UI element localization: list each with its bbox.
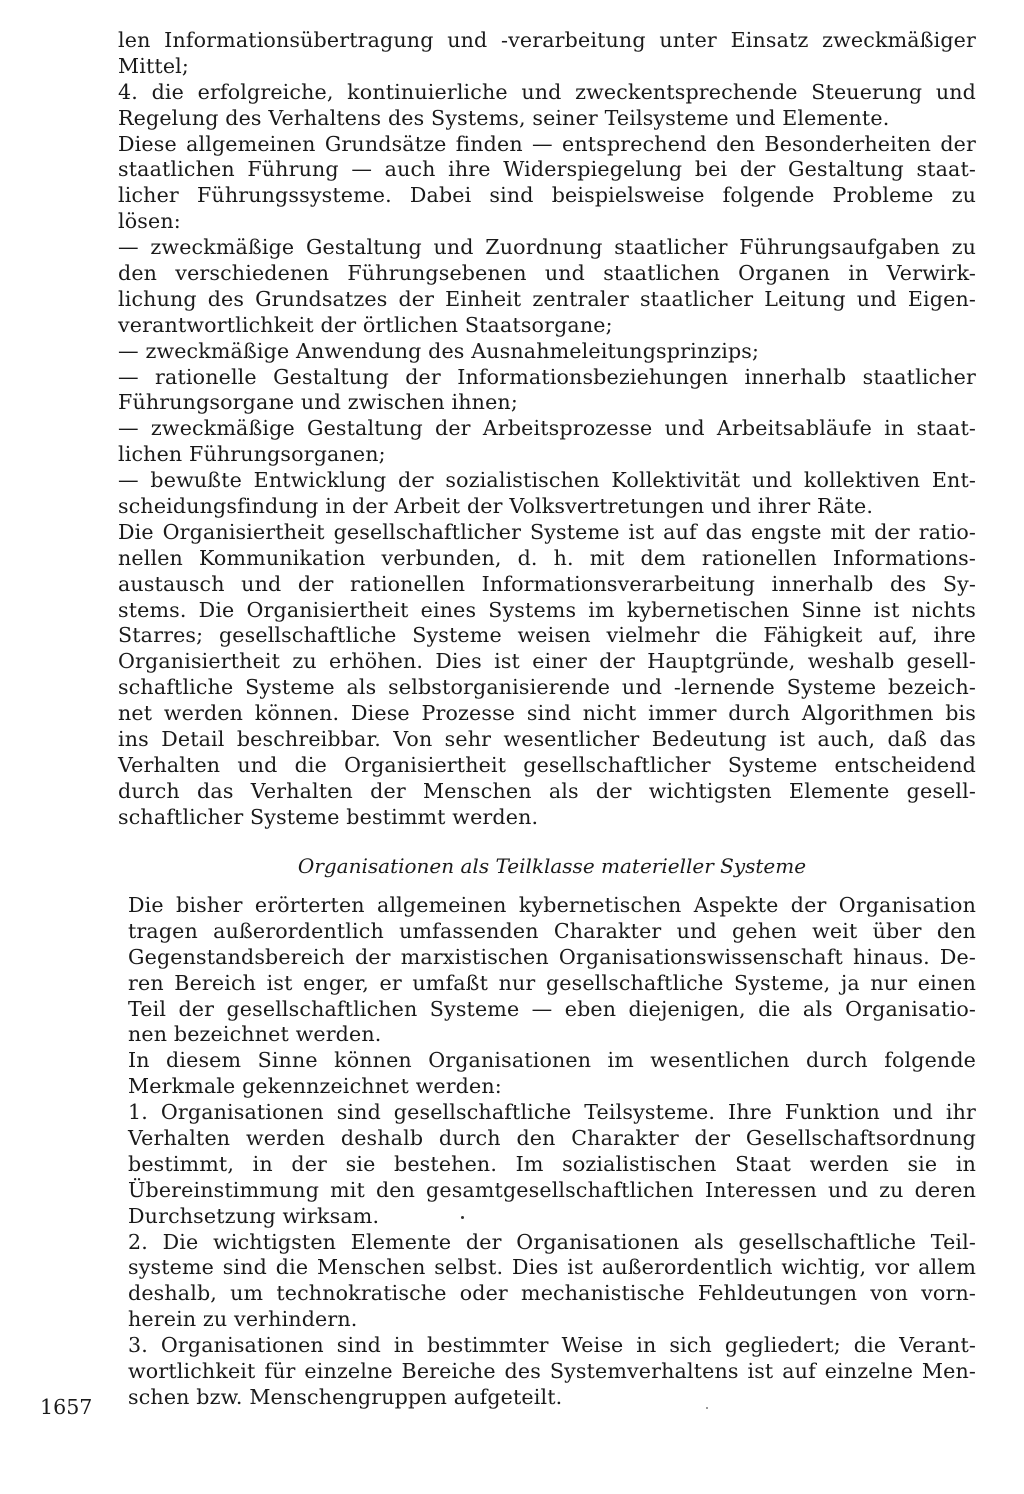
print-speck bbox=[461, 1216, 464, 1219]
text-line: Führungsorgane und zwischen ihnen; bbox=[118, 390, 518, 415]
text-line: austausch und der rationellen Informationsverarbeitung innerhalb des Sy- bbox=[118, 571, 976, 596]
text-line: tragen außerordentlich umfassenden Charakter und gehen weit über den bbox=[128, 918, 976, 943]
text-line: Durchsetzung wirksam. bbox=[128, 1203, 380, 1228]
text-line: nellen Kommunikation verbunden, d. h. mit dem rationellen Informations- bbox=[118, 545, 976, 570]
text-line: — bewußte Entwicklung der sozialistischen Kollektivität und kollektiven Ent- bbox=[118, 468, 976, 493]
text-line: schaftlicher Systeme bestimmt werden. bbox=[118, 804, 539, 829]
text-line: Übereinstimmung mit den gesamtgesellschaftlichen Interessen und zu deren bbox=[128, 1177, 976, 1202]
text-line: Mittel; bbox=[118, 53, 189, 78]
text-line: lichen Führungsorganen; bbox=[118, 442, 386, 467]
text-line: staatlichen Führung — auch ihre Widerspiegelung bei der Gestaltung staat- bbox=[118, 157, 976, 182]
text-line: Regelung des Verhaltens des Systems, seiner Teilsysteme und Elemente. bbox=[118, 105, 890, 130]
text-line: verantwortlichkeit der örtlichen Staatsorgane; bbox=[118, 312, 613, 337]
text-line: — zweckmäßige Gestaltung der Arbeitsprozesse und Arbeitsabläufe in staat- bbox=[118, 416, 976, 441]
text-line: licher Führungssysteme. Dabei sind beispielsweise folgende Probleme zu bbox=[118, 183, 976, 208]
body-text-top bbox=[118, 28, 976, 831]
text-line: scheidungsfindung in der Arbeit der Volksvertretungen und ihrer Räte. bbox=[118, 494, 874, 519]
text-line: Teil der gesellschaftlichen Systeme — eben diejenigen, die als Organisatio- bbox=[128, 996, 976, 1021]
text-line: den verschiedenen Führungsebenen und staatlichen Organen in Verwirk- bbox=[118, 261, 976, 286]
text-line: wortlichkeit für einzelne Bereiche des Systemverhaltens ist auf einzelne Men- bbox=[128, 1359, 976, 1384]
text-line: Starres; gesellschaftliche Systeme weisen vielmehr die Fähigkeit auf, ihre bbox=[118, 623, 976, 648]
text-line: len Informationsübertragung und -verarbeitung unter Einsatz zweckmäßiger bbox=[118, 28, 976, 52]
text-line: Gegenstandsbereich der marxistischen Organisationswissenschaft hinaus. De- bbox=[128, 944, 976, 969]
text-line: 1. Organisationen sind gesellschaftliche Teilsysteme. Ihre Funktion und ihr bbox=[128, 1100, 976, 1125]
text-line: Die bisher erörterten allgemeinen kybernetischen Aspekte der Organisation bbox=[128, 893, 976, 917]
text-line: 4. die erfolgreiche, kontinuierliche und zweckentsprechende Steuerung und bbox=[118, 79, 976, 104]
page-number: 1657 bbox=[40, 1395, 93, 1419]
text-line: deshalb, um technokratische oder mechanistische Fehldeutungen von vorn- bbox=[128, 1281, 976, 1306]
text-line: nen bezeichnet werden. bbox=[128, 1022, 382, 1047]
text-line: Merkmale gekennzeichnet werden: bbox=[128, 1074, 502, 1099]
text-line: durch das Verhalten der Menschen als der wichtigsten Elemente gesell- bbox=[118, 778, 976, 803]
body-text-bottom bbox=[128, 893, 976, 1411]
text-line: Verhalten werden deshalb durch den Charakter der Gesellschaftsordnung bbox=[128, 1126, 976, 1151]
section-heading: Organisationen als Teilklasse materieller Systeme bbox=[297, 854, 807, 878]
text-line: schen bzw. Menschengruppen aufgeteilt. bbox=[128, 1384, 563, 1409]
text-line: — zweckmäßige Gestaltung und Zuordnung staatlicher Führungsaufgaben zu bbox=[118, 235, 976, 260]
text-line: 3. Organisationen sind in bestimmter Weise in sich gegliedert; die Verant- bbox=[128, 1333, 976, 1358]
text-line: Verhalten und die Organisiertheit gesellschaftlicher Systeme entscheidend bbox=[118, 752, 976, 777]
text-line: lichung des Grundsatzes der Einheit zentraler staatlicher Leitung und Eigen- bbox=[118, 286, 976, 311]
text-line: stems. Die Organisiertheit eines Systems im kybernetischen Sinne ist nichts bbox=[118, 597, 976, 622]
text-line: — zweckmäßige Anwendung des Ausnahmeleitungsprinzips; bbox=[118, 338, 760, 363]
text-line: In diesem Sinne können Organisationen im wesentlichen durch folgende bbox=[128, 1048, 976, 1073]
text-line: Organisiertheit zu erhöhen. Dies ist einer der Hauptgründe, weshalb gesell- bbox=[118, 649, 976, 674]
text-line: 2. Die wichtigsten Elemente der Organisationen als gesellschaftliche Teil- bbox=[128, 1229, 976, 1254]
text-line: Die Organisiertheit gesellschaftlicher Systeme ist auf das engste mit der ratio- bbox=[118, 519, 976, 544]
text-line: net werden können. Diese Prozesse sind nicht immer durch Algorithmen bis bbox=[118, 701, 976, 726]
text-line: — rationelle Gestaltung der Informationsbeziehungen innerhalb staatlicher bbox=[118, 364, 976, 389]
text-line: bestimmt, in der sie bestehen. Im sozialistischen Staat werden sie in bbox=[128, 1151, 976, 1176]
text-line: herein zu verhindern. bbox=[128, 1307, 358, 1332]
text-line: lösen: bbox=[118, 209, 181, 234]
print-speck bbox=[706, 1407, 708, 1409]
text-line: schaftliche Systeme als selbstorganisierende und -lernende Systeme bezeich- bbox=[118, 675, 976, 700]
text-line: systeme sind die Menschen selbst. Dies ist außerordentlich wichtig, vor allem bbox=[128, 1255, 976, 1280]
text-line: ins Detail beschreibbar. Von sehr wesentlicher Bedeutung ist auch, daß das bbox=[118, 727, 976, 752]
text-line: Diese allgemeinen Grundsätze finden — entsprechend den Besonderheiten der bbox=[118, 131, 976, 156]
text-line: ren Bereich ist enger, er umfaßt nur gesellschaftliche Systeme, ja nur einen bbox=[128, 970, 976, 995]
